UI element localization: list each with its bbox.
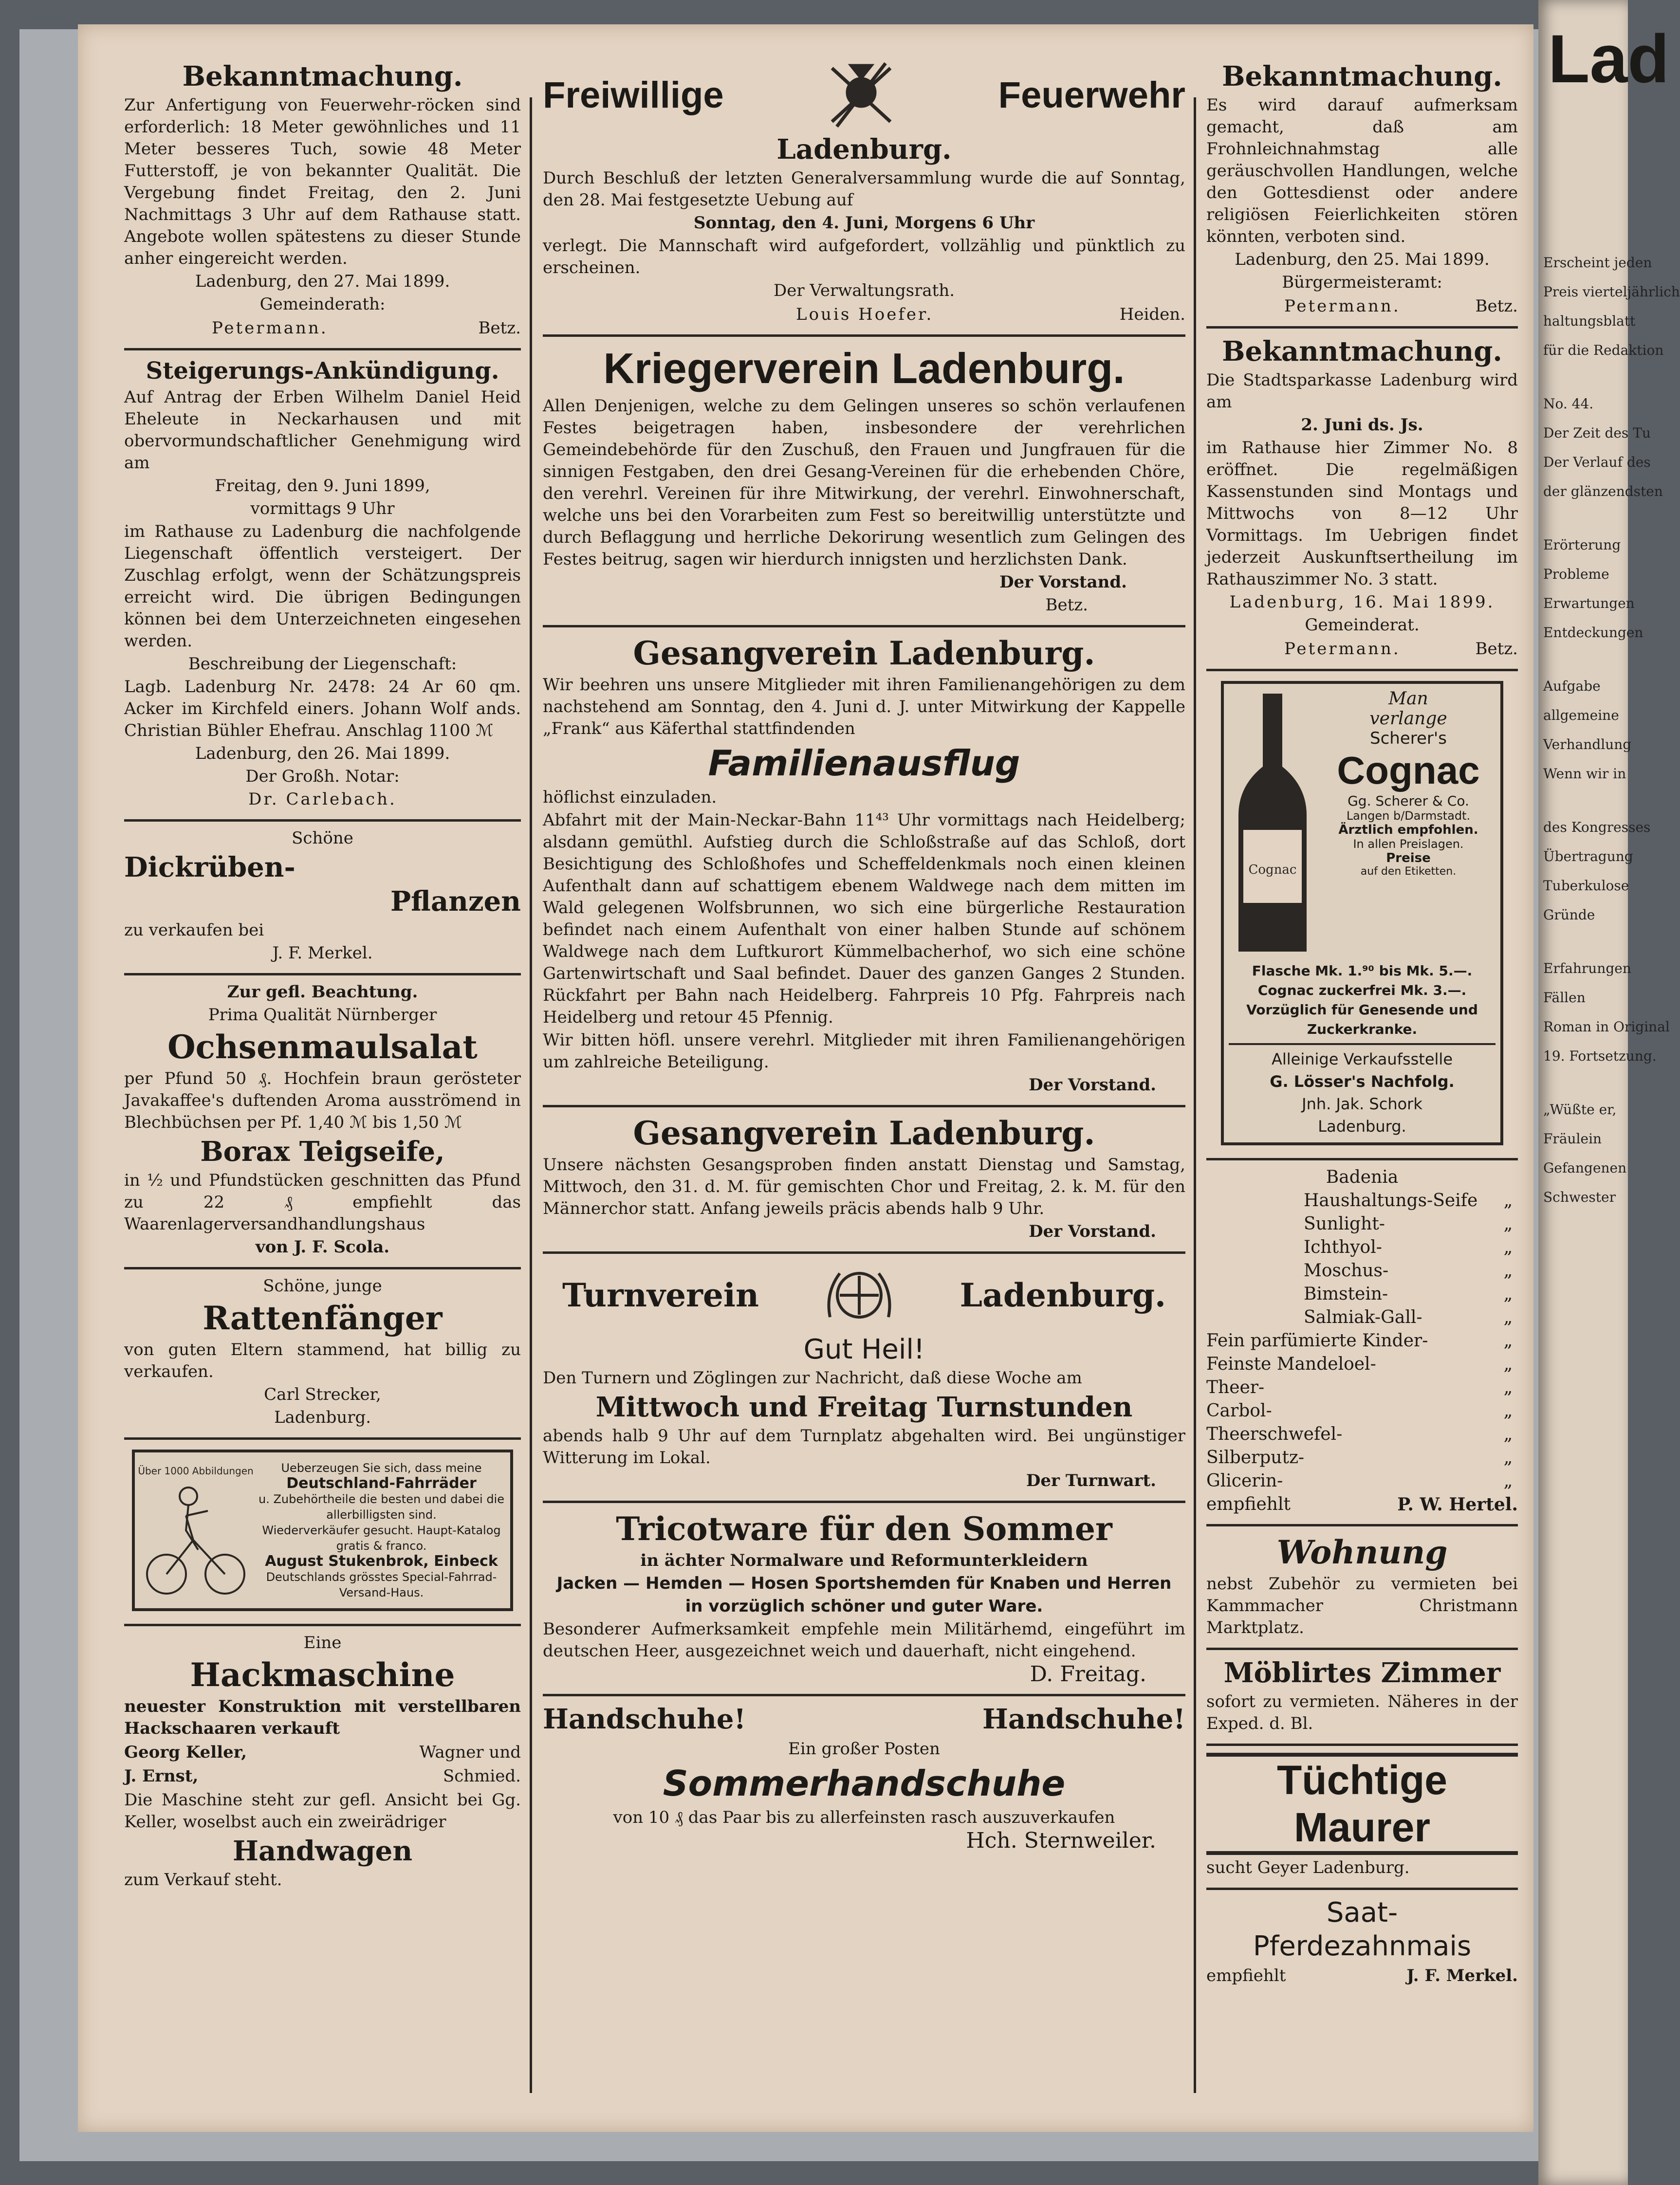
ad-title: Möblirtes Zimmer: [1223, 1657, 1501, 1689]
ad-title: Kriegerverein Ladenburg.: [603, 344, 1125, 392]
ad-signature: Petermann.: [212, 318, 328, 338]
ad-name: J. Ernst,: [124, 1766, 199, 1786]
ad-office: Bürgermeisteramt:: [1282, 273, 1442, 292]
ad-body: Unsere nächsten Gesangsproben finden anstatt Dienstag und Samstag, Mittwoch, den 31. d. M. für gemischten Chor und Freitag, 2. k. M. für den Männerchor statt. Anfang jeweils präcis abends halb 9 Uhr.: [543, 1155, 1185, 1218]
ad-signature: Petermann.: [1284, 639, 1401, 659]
ad-wohnung: [1206, 1526, 1518, 1650]
bicycle-riders-icon: [140, 1457, 252, 1603]
ad-pretitle: Zur gefl. Beachtung.: [227, 982, 418, 1002]
soap-item-name: Glicerin-: [1206, 1471, 1283, 1491]
soap-item-name: Sunlight-: [1304, 1214, 1385, 1234]
ad-title: Turnverein: [562, 1276, 759, 1314]
ad-date: Ladenburg, 16. Mai 1899.: [1229, 592, 1495, 612]
ad-title: Freiwillige: [543, 74, 724, 116]
masthead-fragment: Lad: [1548, 20, 1669, 97]
ad-soaps: [1206, 1160, 1518, 1526]
ditto-mark: „: [1503, 1377, 1513, 1397]
ad-product: Cognac: [1337, 749, 1480, 792]
ad-body: per Pfund 50 ₰. Hochfein braun gerösteter Javakaffee's duftenden Aroma ausströmend in Blechbüchsen per Pf. 1,40 ℳ bis 1,50 ℳ: [124, 1069, 521, 1132]
adjacent-page-line: Der Zeit des Tu: [1543, 425, 1651, 441]
adjacent-page-line: Entdeckungen: [1543, 624, 1643, 641]
ditto-mark: „: [1503, 1354, 1513, 1374]
ad-signature: P. W. Hertel.: [1397, 1494, 1518, 1515]
ad-subtitle: Prima Qualität Nürnberger: [208, 1005, 437, 1025]
adjacent-page-line: Schwester: [1543, 1189, 1616, 1205]
adjacent-page-line: Gefangenen: [1543, 1160, 1627, 1176]
ad-line: Jnh. Jak. Schork: [1302, 1095, 1422, 1113]
bottle-label: Cognac: [1248, 863, 1297, 877]
soap-item: [1206, 1329, 1518, 1353]
ad-title: Borax Teigseife,: [200, 1136, 445, 1168]
adjacent-page-edge: [1538, 0, 1680, 2185]
column-left: [124, 54, 521, 1900]
soap-item-name: Salmiak-Gall-: [1304, 1307, 1422, 1327]
ad-signature: Carl Strecker,: [264, 1385, 381, 1404]
notice-auction: [124, 350, 521, 822]
ad-beet-plants: [124, 822, 521, 975]
ad-line: Ueberzeugen Sie sich, dass meine: [281, 1461, 482, 1475]
ad-title: Gesangverein Ladenburg.: [633, 1114, 1095, 1152]
soap-item-name: Haushaltungs-Seife: [1304, 1191, 1478, 1211]
ad-line: Deutschland-Fahrräder: [286, 1475, 477, 1492]
soap-item: [1206, 1446, 1518, 1469]
ad-place: Ladenburg.: [1318, 1117, 1406, 1136]
ad-office: Der Großh. Notar:: [245, 767, 400, 786]
adjacent-page-line: Verhandlung: [1543, 736, 1632, 753]
ad-line: verlange: [1369, 709, 1447, 729]
ad-title: Handwagen: [232, 1835, 413, 1867]
ad-seller: G. Lösser's Nachfolg.: [1270, 1072, 1455, 1091]
ad-title: Tüchtige Maurer: [1206, 1753, 1518, 1855]
ad-tricotware: [543, 1503, 1185, 1696]
ad-line: u. Zubehörtheile die besten und dabei die allerbilligsten sind.: [258, 1492, 504, 1522]
soap-item: [1206, 1283, 1518, 1306]
ad-body: abends halb 9 Uhr auf dem Turnplatz abgehalten wird. Bei ungünstiger Witterung im Lokal.: [543, 1426, 1185, 1468]
ad-signature: Hch. Sternweiler.: [966, 1828, 1156, 1853]
adjacent-page-line: Übertragung: [1543, 848, 1633, 864]
ad-subtitle: Ein großer Posten: [788, 1739, 940, 1759]
adjacent-page-line: Probleme: [1543, 566, 1609, 582]
ad-title: Tricotware für den Sommer: [616, 1510, 1112, 1548]
notice-corpus-christi: [1206, 54, 1518, 329]
ad-line: Alleinige Verkaufsstelle: [1271, 1050, 1453, 1068]
ad-body: Allen Denjenigen, welche zu dem Gelingen unseres so schön verlaufenen Festes beigetragen haben, insbesondere der verehrlichen Gemeindebehörde für den Zuschuß, den Frauen und Jungfrauen für die sinnigen Festgaben, den drei Gesang-Vereinen für die erhebenden Chöre, den verehrl. Vereinen für ihre Mitwirkung, der verehrl. Einwohnerschaft, welche uns bei den Vorarbeiten zum Fest so bereitwillig unterstützte und durch Beflaggung und herrliche Dekorirung wesentlich zum Gelingen des Festes beitrug, sagen wir hierdurch innigsten und herzlichsten Dank.: [543, 396, 1185, 569]
ad-brand: Scherer's: [1370, 729, 1447, 748]
cognac-bottle-icon: [1229, 689, 1316, 961]
ad-body: Wir beehren uns unsere Mitglieder mit ihren Familienangehörigen zu dem nachstehend am Sonntag, den 4. Juni d. J. unter Mitwirkung der Kappelle „Frank“ aus Käferthal stattfindenden: [543, 675, 1185, 738]
ad-title: Ladenburg.: [960, 1276, 1166, 1314]
adjacent-page-line: allgemeine: [1543, 707, 1619, 723]
ad-signature: Heiden.: [1119, 305, 1185, 324]
ad-title: Ochsenmaulsalat: [167, 1028, 478, 1066]
ad-body: von 10 ₰ das Paar bis zu allerfeinsten rasch auszuverkaufen: [613, 1808, 1115, 1827]
ad-body: zu verkaufen bei: [124, 920, 264, 940]
ad-body: Zur Anfertigung von Feuerwehr-röcken sind erforderlich: 18 Meter gewöhnliches und 11 Meter besseres Tuch, sowie 48 Meter Futterstoff, je von bekannter Qualität. Die Vergebung findet Freitag, den 2. Juni Nachmittags 3 Uhr auf dem Rathause statt. Angebote wollen spätestens zu dieser Stunde anher eingereicht werden.: [124, 95, 521, 268]
adjacent-page-line: Erwartungen: [1543, 595, 1635, 611]
adjacent-page-line: „Wüßte er,: [1543, 1102, 1617, 1118]
ad-title: Badenia: [1326, 1167, 1399, 1187]
ad-title: Saat-: [1326, 1897, 1398, 1928]
ad-body: Auf Antrag der Erben Wilhelm Daniel Heid Eheleute in Neckarhausen und mit obervormundschaftlicher Genehmigung wird am: [124, 387, 521, 473]
bicycle-ad-box: [132, 1450, 513, 1611]
ditto-mark: „: [1503, 1424, 1513, 1444]
ad-occupation: Wagner und: [419, 1743, 521, 1762]
ad-price: Flasche Mk. 1.⁹⁰ bis Mk. 5.—.: [1252, 963, 1473, 979]
ad-office: Der Vorstand.: [1029, 1222, 1156, 1241]
soap-item-name: Ichthyol-: [1304, 1237, 1382, 1257]
ad-line: In allen Preislagen.: [1353, 837, 1464, 851]
soap-item-name: Bimstein-: [1304, 1284, 1388, 1304]
ad-line: Preise: [1386, 851, 1431, 865]
ad-line: Wiederverkäufer gesucht. Haupt-Katalog gratis & franco.: [262, 1524, 501, 1553]
ad-office: Gemeinderath:: [259, 294, 386, 314]
ad-pretitle: empfiehlt: [1206, 1966, 1286, 1985]
soap-item-name: Feinste Mandeloel-: [1206, 1354, 1376, 1374]
soap-item: [1206, 1236, 1518, 1259]
cognac-ad-box: [1221, 681, 1503, 1145]
ditto-mark: „: [1503, 1237, 1513, 1257]
soap-list: [1206, 1189, 1518, 1493]
ad-body: sucht Geyer Ladenburg.: [1206, 1858, 1410, 1877]
ad-signature: Betz.: [478, 318, 521, 338]
ditto-mark: „: [1503, 1191, 1513, 1211]
ditto-mark: „: [1503, 1284, 1513, 1304]
ad-title: Wohnung: [1276, 1533, 1448, 1571]
ditto-mark: „: [1503, 1471, 1513, 1491]
notice-turnverein: [543, 1254, 1185, 1503]
ad-title: Handschuhe!: [543, 1703, 746, 1735]
ad-line: August Stukenbrok, Einbeck: [265, 1553, 498, 1570]
soap-item: [1206, 1469, 1518, 1493]
soap-item: [1206, 1399, 1518, 1423]
ad-name: Georg Keller,: [124, 1743, 247, 1762]
ad-body: Den Turnern und Zöglingen zur Nachricht, daß diese Woche am: [543, 1368, 1082, 1388]
adjacent-page-line: Gründe: [1543, 907, 1595, 923]
adjacent-page-line: Erörterung: [1543, 537, 1621, 553]
ad-title: Pflanzen: [390, 885, 521, 918]
ad-signature: J. F. Merkel.: [1406, 1966, 1518, 1985]
ad-signature: Petermann.: [1284, 296, 1401, 316]
column-rule: [1194, 97, 1196, 2093]
ad-pretitle: Schöne, junge: [263, 1276, 382, 1296]
ad-body: Besonderer Aufmerksamkeit empfehle mein Militärhemd, eingeführt im deutschen Heer, ausgezeichnet weich und dauerhaft, nicht eingehend.: [543, 1619, 1185, 1661]
soap-item: [1206, 1212, 1518, 1236]
adjacent-page-line: Preis vierteljährlich: [1543, 284, 1680, 300]
ditto-mark: „: [1503, 1401, 1513, 1421]
ad-body: sofort zu vermieten. Näheres in der Exped. d. Bl.: [1206, 1692, 1518, 1733]
ad-occupation: Schmied.: [443, 1766, 521, 1786]
notice-sparkasse: [1206, 329, 1518, 671]
ad-body: in ½ und Pfundstücken geschnitten das Pfund zu 22 ₰ empfiehlt das Waarenlagerversandhandlungshaus: [124, 1171, 521, 1234]
ditto-mark: „: [1503, 1448, 1513, 1468]
ad-signature: Dr. Carlebach.: [248, 790, 397, 809]
soap-item-name: Moschus-: [1304, 1261, 1389, 1281]
ad-line: Deutschlands grösstes Special-Fahrrad-Versand-Haus.: [266, 1570, 497, 1599]
ad-date: Freitag, den 9. Juni 1899,: [215, 476, 430, 496]
ad-maurer: [1206, 1746, 1518, 1890]
ad-signature: D. Freitag.: [1030, 1662, 1146, 1687]
ad-date: Ladenburg, den 25. Mai 1899.: [1235, 250, 1490, 269]
notice-kriegerverein: [543, 337, 1185, 627]
adjacent-page-line: Tuberkulose: [1543, 878, 1629, 894]
ad-subheading: Beschreibung der Liegenschaft:: [188, 654, 457, 674]
notice-fire-brigade: [543, 54, 1185, 337]
ad-office: Der Vorstand.: [1029, 1075, 1156, 1095]
ad-pretitle: empfiehlt: [1206, 1494, 1291, 1514]
fire-brigade-emblem-icon: [822, 58, 900, 131]
soap-item: [1206, 1306, 1518, 1329]
adjacent-page-line: Erfahrungen: [1543, 960, 1631, 976]
ad-headline: Sommerhandschuhe: [663, 1763, 1066, 1804]
ad-time: vormittags 9 Uhr: [250, 499, 395, 518]
ad-title: Feuerwehr: [998, 74, 1185, 116]
ad-title: Steigerungs-Ankündigung.: [146, 357, 499, 385]
adjacent-page-line: der glänzendsten: [1543, 483, 1663, 499]
adjacent-page-line: Erscheint jeden: [1543, 255, 1652, 271]
column-right: [1206, 54, 1518, 1996]
ad-signature: Betz.: [1475, 639, 1518, 659]
column-rule: [530, 97, 532, 2093]
ad-bicycles: [124, 1440, 521, 1626]
ad-saat: [1206, 1890, 1518, 1996]
ad-body: Die Maschine steht zur gefl. Ansicht bei Gg. Keller, woselbst auch ein zweirädriger: [124, 1790, 521, 1832]
adjacent-page-line: Der Verlauf des: [1543, 454, 1651, 470]
ditto-mark: „: [1503, 1307, 1513, 1327]
ad-body: von guten Eltern stammend, hat billig zu verkaufen.: [124, 1340, 521, 1381]
ditto-mark: „: [1503, 1214, 1513, 1234]
ad-ratcatcher: [124, 1269, 521, 1440]
soap-item-name: Fein parfümierte Kinder-: [1206, 1331, 1428, 1351]
adjacent-page-line: Wenn wir in: [1543, 766, 1626, 782]
ad-line: Vorzüglich für Genesende und Zuckerkranke.: [1246, 1002, 1478, 1037]
ad-body: höflichst einzuladen.: [543, 788, 717, 807]
ad-pretitle: Schöne: [292, 828, 353, 848]
ad-line: Man: [1388, 689, 1428, 709]
ad-signature: Betz.: [1475, 296, 1518, 316]
ad-title: Bekanntmachung.: [182, 60, 463, 92]
notice-fire-coats: [124, 54, 521, 350]
ad-title: Bekanntmachung.: [1222, 335, 1502, 367]
ad-office: Der Verwaltungsrath.: [773, 281, 955, 300]
ad-body: Es wird darauf aufmerksam gemacht, daß am Frohnleichnahmstag alle geräuschvollen Handlungen, welche den Gottesdienst oder andere religiösen Feierlichkeiten stören könnten, verboten sind.: [1206, 95, 1518, 246]
notice-gesangverein-rehearsal: [543, 1107, 1185, 1254]
ad-date: Ladenburg, den 26. Mai 1899.: [195, 744, 450, 763]
ad-firm: Gg. Scherer & Co.: [1348, 793, 1469, 809]
soap-item-name: Theerschwefel-: [1206, 1424, 1343, 1444]
ad-price: Cognac zuckerfrei Mk. 3.—.: [1257, 982, 1467, 998]
ad-signature: Louis Hoefer.: [796, 305, 934, 324]
ad-moeblirtes-zimmer: [1206, 1650, 1518, 1746]
ad-body: Wir bitten höfl. unsere verehrl. Mitglieder mit ihren Familienangehörigen um zahlreiche Beteiligung.: [543, 1030, 1185, 1072]
adjacent-page-line: Aufgabe: [1543, 678, 1601, 694]
ad-body: Die Stadtsparkasse Ladenburg wird am: [1206, 370, 1518, 412]
ad-body: nebst Zubehör zu vermieten bei Kammmacher Christmann Marktplatz.: [1206, 1574, 1518, 1637]
ditto-mark: „: [1503, 1261, 1513, 1281]
ad-hackmaschine: [124, 1626, 521, 1900]
adjacent-page-text: [1543, 253, 1680, 1241]
ad-subtitle: in ächter Normalware und Reformunterkleidern: [640, 1551, 1088, 1570]
ad-headline: Familienausflug: [708, 743, 1020, 784]
ad-pretitle: Eine: [303, 1633, 342, 1653]
gymnastics-cross-emblem-icon: [820, 1259, 898, 1332]
ad-headline: Mittwoch und Freitag Turnstunden: [595, 1391, 1133, 1423]
ad-title: Dickrüben-: [124, 851, 295, 883]
ad-body: im Rathause zu Ladenburg die nachfolgende Liegenschaft öffentlich versteigert. Der Zuschlag erfolgt, wenn der Schätzungspreis erreicht wird. Die übrigen Bedingungen können bei dem Unterzeichneten eingesehen werden.: [124, 522, 521, 651]
ad-greeting: Gut Heil!: [803, 1334, 925, 1365]
adjacent-page-line: des Kongresses: [1543, 819, 1651, 835]
notice-gesangverein-outing: [543, 627, 1185, 1107]
soap-item: [1206, 1376, 1518, 1399]
ad-place: Ladenburg.: [776, 133, 952, 165]
ad-body: neuester Konstruktion mit verstellbaren Hackschaaren verkauft: [124, 1697, 521, 1738]
ad-body: zum Verkauf steht.: [124, 1870, 282, 1890]
ad-date: Ladenburg, den 27. Mai 1899.: [195, 272, 450, 291]
soap-item-name: Silberputz-: [1206, 1448, 1305, 1468]
ad-signature: von J. F. Scola.: [255, 1237, 390, 1257]
ad-office: Der Vorstand.: [999, 572, 1127, 592]
ad-office: Der Turnwart.: [1026, 1471, 1156, 1490]
ad-place: Langen b/Darmstadt.: [1346, 809, 1471, 823]
ad-handschuhe: [543, 1696, 1185, 1860]
adjacent-page-line: 19. Fortsetzung.: [1543, 1048, 1657, 1064]
ad-body: Abfahrt mit der Main-Neckar-Bahn 11⁴³ Uhr vormittags nach Heidelberg; alsdann gemüthl. Aufstieg durch die Schloßstraße auf das Schloß, dort Besichtigung des Schloßhofes und Scheffeldenkmals noch einen kleinen Aufenthalt dann auf schattigem ebenem Waldwege nach dem mitten im Wald gelegenen Wolfsbrunnen, wo sich eine bürgerliche Restauration befindet nach einem Aufenthalt von einer halben Stunde auf schönem Waldwege nach dem Luftkurort Kümmelbacherhof, wo sich eine schöne Gartenwirtschaft und Saal befindet. Dauer des ganzen Ganges 2 Stunden. Rückfahrt per Bahn nach Heidelberg. Fahrpreis 10 Pfg. Fahrpreis nach Heidelberg und retour 45 Pfennig.: [543, 810, 1185, 1027]
soap-item: [1206, 1423, 1518, 1446]
ad-signature: J. F. Merkel.: [272, 943, 373, 963]
ad-place: Ladenburg.: [274, 1408, 371, 1427]
ditto-mark: „: [1503, 1331, 1513, 1351]
ad-office: Gemeinderat.: [1305, 615, 1420, 635]
adjacent-page-line: Roman in Original: [1543, 1019, 1670, 1035]
ad-title: Handschuhe!: [982, 1703, 1185, 1735]
ad-ochsenmaulsalat: [124, 975, 521, 1269]
adjacent-page-line: haltungsblatt: [1543, 313, 1636, 329]
ad-body: im Rathause hier Zimmer No. 8 eröffnet. Die regelmäßigen Kassenstunden sind Montags und Mittwochs von 8—12 Uhr Vormittags. Im Uebrigen findet jederzeit Auskunftsertheilung im Rathauszimmer No. 3 statt.: [1206, 438, 1518, 589]
soap-item: [1206, 1353, 1518, 1376]
ad-title: Hackmaschine: [190, 1656, 455, 1694]
ad-signature: Betz.: [1045, 595, 1088, 615]
ad-date: Sonntag, den 4. Juni, Morgens 6 Uhr: [693, 213, 1035, 233]
soap-item: [1206, 1259, 1518, 1283]
ad-date: 2. Juni ds. Js.: [1301, 415, 1423, 435]
ad-line: auf den Etiketten.: [1360, 865, 1457, 878]
ad-title: Pferdezahnmais: [1253, 1930, 1472, 1962]
ad-body: Lagb. Ladenburg Nr. 2478: 24 Ar 60 qm. Acker im Kirchfeld einers. Johann Wolf ands. Christian Bühler Ehefrau. Anschlag 1100 ℳ: [124, 677, 521, 740]
ad-line: in vorzüglich schöner und guter Ware.: [685, 1597, 1043, 1616]
ad-title: Gesangverein Ladenburg.: [633, 634, 1095, 672]
ad-body: verlegt. Die Mannschaft wird aufgefordert, vollzählig und pünktlich zu erscheinen.: [543, 236, 1185, 277]
ad-title: Bekanntmachung.: [1222, 60, 1502, 92]
ad-title: Rattenfänger: [203, 1299, 443, 1337]
ad-line: Jacken — Hemden — Hosen Sportshemden für Knaben und Herren: [556, 1574, 1172, 1593]
ad-line: Ärztlich empfohlen.: [1338, 823, 1478, 837]
soap-item: [1206, 1189, 1518, 1212]
ad-body: Durch Beschluß der letzten Generalversammlung wurde die auf Sonntag, den 28. Mai festgesetzte Uebung auf: [543, 168, 1185, 210]
column-middle: [543, 54, 1185, 1860]
soap-item-name: Carbol-: [1206, 1401, 1272, 1421]
soap-item-name: Theer-: [1206, 1377, 1265, 1397]
adjacent-page-line: für die Redaktion: [1543, 342, 1664, 358]
ad-stamp: Über 1000 Abbildungen: [138, 1465, 254, 1477]
adjacent-page-line: Fällen: [1543, 990, 1586, 1006]
adjacent-page-line: No. 44.: [1543, 396, 1594, 412]
ad-cognac: [1206, 671, 1518, 1160]
adjacent-page-line: Fräulein: [1543, 1131, 1602, 1147]
